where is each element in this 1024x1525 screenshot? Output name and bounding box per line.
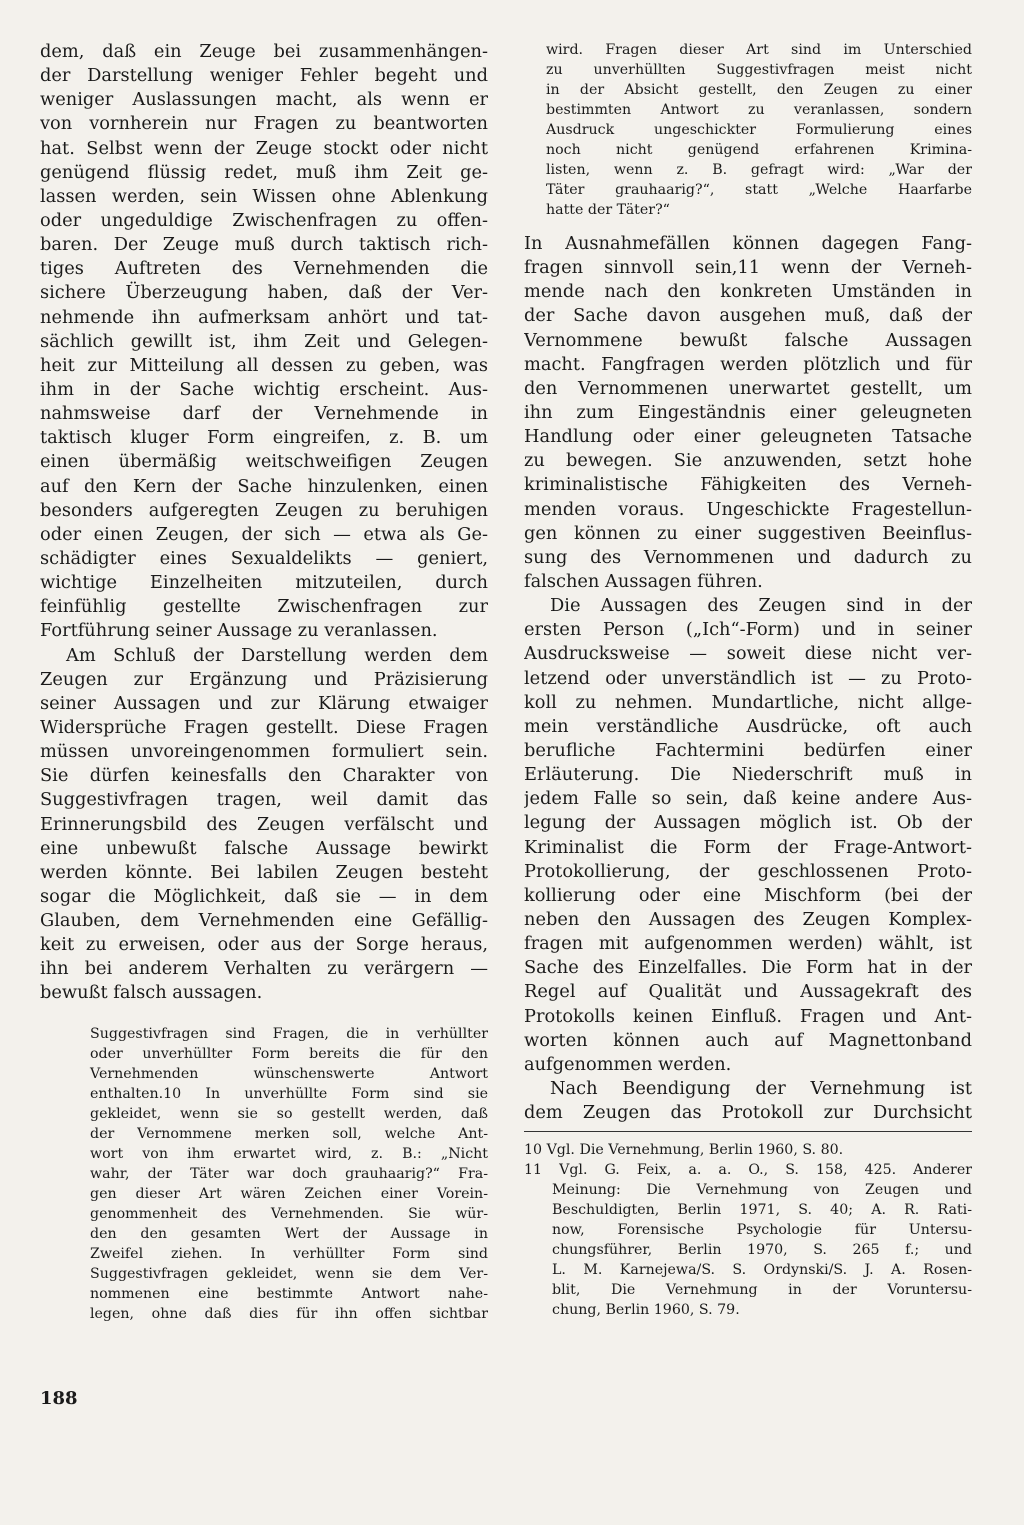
note-line: nommenen eine bestimmte Antwort nahe- xyxy=(90,1285,488,1302)
text-line: sächlich gewillt ist, ihm Zeit und Gelegen- xyxy=(40,330,488,352)
text-line: hat. Selbst wenn der Zeuge stockt oder nicht xyxy=(40,137,488,159)
page-number: 188 xyxy=(40,1388,78,1409)
right-column xyxy=(524,40,972,1320)
text-line: kriminalistische Fähigkeiten des Verneh- xyxy=(524,474,972,496)
footnote-line: now, Forensische Psychologie für Untersu- xyxy=(552,1222,972,1239)
text-line: bewußt falsch aussagen. xyxy=(40,982,263,1004)
text-line: ihn zum Eingeständnis einer geleugneten xyxy=(524,401,972,423)
text-line: jedem Falle so sein, daß keine andere Aus- xyxy=(524,788,972,810)
text-line: worten können auch auf Magnettonband xyxy=(524,1029,972,1051)
note-line: Suggestivfragen gekleidet, wenn sie dem Ver- xyxy=(90,1265,488,1282)
text-line: falschen Aussagen führen. xyxy=(524,570,763,592)
text-line: sung des Vernommenen und dadurch zu xyxy=(524,546,972,568)
text-line: aufgenommen werden. xyxy=(524,1053,732,1075)
text-line: gen können zu einer suggestiven Beeinflus- xyxy=(524,522,972,544)
text-line: dem, daß ein Zeuge bei zusammenhängen- xyxy=(40,41,488,62)
text-line: Widersprüche Fragen gestellt. Diese Fragen xyxy=(40,716,488,738)
text-line: legung der Aussagen möglich ist. Ob der xyxy=(524,812,972,834)
text-line: eine unbewußt falsche Aussage bewirkt xyxy=(40,837,488,859)
text-line: wichtige Einzelheiten mitzuteilen, durch xyxy=(40,572,488,594)
text-line: auf den Kern der Sache hinzulenken, einen xyxy=(40,475,488,497)
note-line: noch nicht genügend erfahrenen Krimina- xyxy=(546,142,972,158)
note-line: Suggestivfragen sind Fragen, die in verhüllter xyxy=(90,1025,488,1042)
text-line: feinfühlig gestellte Zwischenfragen zur xyxy=(40,596,488,618)
text-line: der Darstellung weniger Fehler begeht und xyxy=(40,65,488,87)
note-line: bestimmten Antwort zu veranlassen, sondern xyxy=(546,102,972,118)
note-line: oder unverhüllter Form bereits die für den xyxy=(90,1045,488,1062)
text-line: koll zu nehmen. Mundartliche, nicht allge- xyxy=(524,691,972,713)
text-line: der Sache davon ausgehen muß, daß der xyxy=(524,305,972,327)
text-line: oder ungeduldige Zwischenfragen zu offen- xyxy=(40,209,488,231)
note-line: enthalten.10 In unverhüllte Form sind sie xyxy=(90,1085,488,1102)
text-line: Fortführung seiner Aussage zu veranlassen. xyxy=(40,620,438,642)
note-line: hatte der Täter?“ xyxy=(546,202,670,218)
note-line: wird. Fragen dieser Art sind im Unterschied xyxy=(546,42,972,58)
text-line: einen übermäßig weitschweifigen Zeugen xyxy=(40,451,488,473)
text-line: den Vernommenen unerwartet gestellt, um xyxy=(524,377,972,399)
text-line: Nach Beendigung der Vernehmung ist xyxy=(550,1077,972,1099)
text-line: Sache des Einzelfalles. Die Form hat in der xyxy=(524,957,972,979)
footnotes xyxy=(524,1140,972,1320)
note-line: der Vernommene merken soll, welche Ant- xyxy=(90,1125,488,1142)
note-line: gen dieser Art wären Zeichen einer Vorein- xyxy=(90,1185,488,1202)
text-line: genügend flüssig redet, muß ihm Zeit ge- xyxy=(40,161,488,183)
note-line: wort von ihm erwartet wird, z. B.: „Nicht xyxy=(90,1145,488,1162)
text-line: Zeugen zur Ergänzung und Präzisierung xyxy=(40,668,488,690)
text-line: seiner Aussagen und zur Klärung etwaiger xyxy=(40,692,488,714)
text-line: werden könnte. Bei labilen Zeugen besteht xyxy=(40,861,488,883)
text-line: Suggestivfragen tragen, weil damit das xyxy=(40,789,488,811)
right-paragraph-2 xyxy=(524,594,972,1077)
text-line: Regel auf Qualität und Aussagekraft des xyxy=(524,981,972,1003)
footnote-line: Beschuldigten, Berlin 1971, S. 40; A. R. Rati- xyxy=(552,1202,972,1219)
text-line: baren. Der Zeuge muß durch taktisch rich- xyxy=(40,234,488,256)
text-line: ihm in der Sache wichtig erscheint. Aus- xyxy=(40,378,488,400)
note-line: listen, wenn z. B. gefragt wird: „War der xyxy=(546,162,972,178)
text-line: weniger Auslassungen macht, als wenn er xyxy=(40,89,488,111)
text-line: macht. Fangfragen werden plötzlich und für xyxy=(524,353,972,375)
text-line: mein verständliche Ausdrücke, oft auch xyxy=(524,715,972,737)
text-line: nehmende ihn aufmerksam anhört und tat- xyxy=(40,306,488,328)
note-line: Vernehmenden wünschenswerte Antwort xyxy=(90,1065,488,1082)
text-line: zu bewegen. Sie anzuwenden, setzt hohe xyxy=(524,450,972,472)
text-line: Vernommene bewußt falsche Aussagen xyxy=(524,329,972,351)
text-line: Glauben, dem Vernehmenden eine Gefällig- xyxy=(40,910,488,932)
left-column xyxy=(40,40,488,1324)
note-line: Zweifel ziehen. In verhüllter Form sind xyxy=(90,1245,488,1262)
footnote-line: L. M. Karnejewa/S. S. Ordynski/S. J. A. Rosen- xyxy=(552,1262,972,1279)
text-line: Erinnerungsbild des Zeugen verfälscht und xyxy=(40,813,488,835)
text-line: ersten Person („Ich“-Form) und in seiner xyxy=(524,619,972,641)
text-line: tiges Auftreten des Vernehmenden die xyxy=(40,258,488,280)
left-paragraph-1 xyxy=(40,40,488,644)
text-line: nahmsweise darf der Vernehmende in xyxy=(40,403,488,425)
text-line: In Ausnahmefällen können dagegen Fang- xyxy=(524,233,972,254)
note-line: gekleidet, wenn sie so gestellt werden, daß xyxy=(90,1105,488,1122)
right-paragraph-1 xyxy=(524,232,972,594)
note-line: den den gesamten Wert der Aussage in xyxy=(90,1225,488,1242)
text-line: besonders aufgeregten Zeugen zu beruhigen xyxy=(40,499,488,521)
text-line: schädigter eines Sexualdelikts — geniert, xyxy=(40,547,488,569)
text-line: Die Aussagen des Zeugen sind in der xyxy=(550,595,972,617)
right-paragraph-3 xyxy=(524,1077,972,1125)
text-line: letzend oder unverständlich ist — zu Proto- xyxy=(524,667,972,689)
text-line: ihn bei anderem Verhalten zu verärgern — xyxy=(40,958,488,980)
text-line: müssen unvoreingenommen formuliert sein. xyxy=(40,741,488,763)
text-line: menden voraus. Ungeschickte Fragestellun- xyxy=(524,498,972,520)
text-line: kollierung oder eine Mischform (bei der xyxy=(524,884,972,906)
text-line: fragen sinnvoll sein,11 wenn der Verneh- xyxy=(524,257,972,279)
text-line: dem Zeugen das Protokoll zur Durchsicht xyxy=(524,1102,972,1124)
text-line: Handlung oder einer geleugneten Tatsache xyxy=(524,426,972,448)
note-line: wahr, der Täter war doch grauhaarig?“ Fra- xyxy=(90,1165,488,1182)
text-line: Kriminalist die Form der Frage-Antwort- xyxy=(524,836,972,858)
text-line: heit zur Mitteilung all dessen zu geben, was xyxy=(40,354,488,376)
note-line: genommenheit des Vernehmenden. Sie wür- xyxy=(90,1205,488,1222)
note-line: legen, ohne daß dies für ihn offen sichtbar xyxy=(90,1305,488,1322)
text-line: fragen mit aufgenommen werden) wählt, ist xyxy=(524,933,972,955)
text-line: keit zu erweisen, oder aus der Sorge heraus, xyxy=(40,934,488,956)
note-line: in der Absicht gestellt, den Zeugen zu einer xyxy=(546,82,972,98)
text-line: Am Schluß der Darstellung werden dem xyxy=(66,644,488,666)
text-line: taktisch kluger Form eingreifen, z. B. um xyxy=(40,427,488,449)
text-line: Protokolls keinen Einfluß. Fragen und Ant- xyxy=(524,1005,972,1027)
text-line: oder einen Zeugen, der sich — etwa als Ge- xyxy=(40,523,488,545)
footnote-line: 11 Vgl. G. Feix, a. a. O., S. 158, 425. Anderer xyxy=(524,1162,972,1179)
footnote-line: 10 Vgl. Die Vernehmung, Berlin 1960, S. 80. xyxy=(524,1142,844,1159)
text-line: sogar die Möglichkeit, daß sie — in dem xyxy=(40,885,488,907)
left-paragraph-2 xyxy=(40,644,488,1006)
text-line: Protokollierung, der geschlossenen Proto- xyxy=(524,860,972,882)
text-line: lassen werden, sein Wissen ohne Ablenkung xyxy=(40,185,488,207)
text-line: mende nach den konkreten Umständen in xyxy=(524,281,972,303)
text-line: Sie dürfen keinesfalls den Charakter von xyxy=(40,765,488,787)
right-note xyxy=(524,40,972,220)
left-note xyxy=(40,1024,488,1324)
text-line: Ausdrucksweise — soweit diese nicht ver- xyxy=(524,643,972,665)
text-line: neben den Aussagen des Zeugen Komplex- xyxy=(524,908,972,930)
text-line: sichere Überzeugung haben, daß der Ver- xyxy=(40,282,488,304)
footnote-line: blit, Die Vernehmung in der Voruntersu- xyxy=(552,1282,972,1299)
note-line: Täter grauhaarig?“, statt „Welche Haarfarbe xyxy=(546,182,972,198)
text-line: von vornherein nur Fragen zu beantworten xyxy=(40,113,488,135)
footnote-line: chungsführer, Berlin 1970, S. 265 f.; und xyxy=(552,1242,972,1259)
note-line: zu unverhüllten Suggestivfragen meist nicht xyxy=(546,62,972,78)
text-line: Erläuterung. Die Niederschrift muß in xyxy=(524,764,972,786)
note-line: Ausdruck ungeschickter Formulierung eines xyxy=(546,122,972,138)
text-line: berufliche Fachtermini bedürfen einer xyxy=(524,739,972,761)
footnote-line: Meinung: Die Vernehmung von Zeugen und xyxy=(552,1182,972,1199)
footnote-divider xyxy=(524,1131,972,1132)
footnote-line: chung, Berlin 1960, S. 79. xyxy=(552,1302,740,1319)
